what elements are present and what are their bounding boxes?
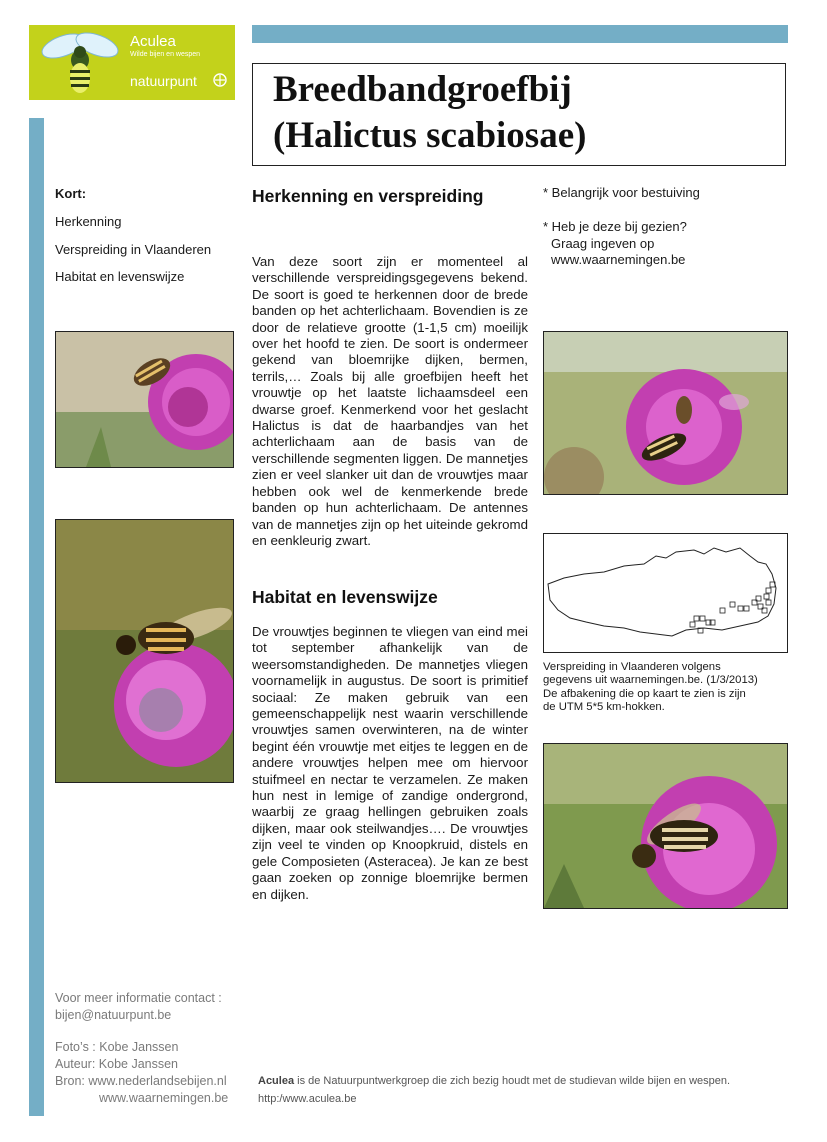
note-bestuiving: * Belangrijk voor bestuiving	[543, 185, 700, 200]
photo-bee-thistle-3	[543, 331, 788, 495]
section-heading-herkenning: Herkenning en verspreiding	[252, 186, 484, 206]
aculea-logo	[29, 25, 235, 100]
contact-line: Voor meer informatie contact :	[55, 991, 222, 1005]
logo-brand: Aculea	[130, 33, 176, 50]
photo-bee-thistle-1	[55, 331, 234, 468]
photo-bee-thistle-2	[55, 519, 234, 783]
natuurpunt-icon	[213, 73, 227, 87]
map-caption-line2: gegevens uit waarnemingen.be. (1/3/2013)	[543, 674, 758, 687]
page-title: Breedbandgroefbij	[273, 69, 572, 110]
side-accent-bar	[29, 118, 44, 1116]
footer-description	[258, 1075, 730, 1087]
section-heading-habitat: Habitat en levenswijze	[252, 587, 438, 607]
map-caption	[543, 661, 789, 714]
credits-photos: Foto’s : Kobe Janssen	[55, 1040, 179, 1054]
contact-email[interactable]: bijen@natuurpunt.be	[55, 1008, 172, 1022]
credits-source2[interactable]: www.waarnemingen.be	[99, 1091, 229, 1105]
map-caption-line1: Verspreiding in Vlaanderen volgens	[543, 661, 721, 673]
top-accent-bar	[252, 25, 788, 43]
nav-item-verspreiding[interactable]: Verspreiding in Vlaanderen	[55, 242, 212, 257]
section-text-habitat: De vrouwtjes beginnen te vliegen van eind mei tot september afhankelijk van de weersomstandigheden. De mannetjes vliegen voornamelijk in augustus. De soort is primitief sociaal: Ze maken gebruik van een gemeenschappelijk nest waarin verschillende vrouwtjes samen overwinteren, na de winter begint één vrouwtje met eitjes te leggen en de andere vrouwtjes helpen mee om hiervoor stuifmeel en nectar te verzamelen. Ze maken hun nest in lemige of zandige ondergrond, waarbij ze graag hellingen gebruiken zoals dijken, maar ook steilwandjes…. De vrouwtjes zijn veel te vinden op Knoopkruid, distels en gele Composieten (Asteracea). Je kan ze best gaan zoeken op zonnige bloemrijke bermen en dijken.	[252, 624, 528, 902]
bee-icon	[35, 30, 123, 96]
map-caption-line4: de UTM 5*5 km-hokken.	[543, 700, 665, 713]
nav-item-habitat[interactable]: Habitat en levenswijze	[55, 269, 185, 284]
page-subtitle: (Halictus scabiosae)	[273, 115, 587, 156]
footer-brand: Aculea	[258, 1075, 295, 1087]
map-caption-line3: De afbakening die op kaart te zien is zijn	[543, 687, 746, 700]
note-gezien-ingeven: Graag ingeven op	[551, 236, 655, 251]
credits-source1[interactable]: Bron: www.nederlandsebijen.nl	[55, 1074, 227, 1088]
note-gezien-q: * Heb je deze bij gezien?	[543, 219, 687, 234]
footer-url[interactable]: http:/www.aculea.be	[258, 1093, 357, 1105]
nav-item-herkenning[interactable]: Herkenning	[55, 214, 122, 229]
footer-text: is de Natuurpuntwerkgroep die zich bezig houdt met de studievan wilde bijen en wespen.	[294, 1075, 731, 1087]
photo-bee-thistle-4	[543, 743, 788, 909]
credits-author: Auteur: Kobe Janssen	[55, 1057, 178, 1071]
logo-tagline: Wilde bijen en wespen	[130, 51, 201, 58]
logo-org: natuurpunt	[130, 73, 197, 89]
section-text-herkenning: Van deze soort zijn er momenteel al verschillende verspreidingsgegevens bekend. De soort is goed te herkennen door de brede banden op het achterlichaam. Bovendien is ze door de relatieve grootte (1-1,5 cm) moeilijk over het hoofd te zien. De soort is ondermeer gekend van bloemrijke dijken, bermen, terrils,… Zoals bij alle groefbijen heeft het vrouwtje op het laatste lichaamsdeel een dwarse groef. Kenmerkend voor het geslacht Halictus is dat de haarbandjes van het achterlichaam aan de basis van de verschillende segmenten liggen. De mannetjes zien er veel slanker uit dan de vrouwtjes maar hebben ook wel de kenmerkende brede banden op hun achterlichaam. De antennes van de mannetjes zijn op het uiteinde gekromd en eenkleurig zwart.	[252, 254, 528, 548]
nav-heading: Kort:	[55, 186, 87, 201]
title-box	[252, 63, 786, 166]
note-gezien-link[interactable]: www.waarnemingen.be	[551, 252, 686, 267]
distribution-map	[543, 533, 788, 653]
